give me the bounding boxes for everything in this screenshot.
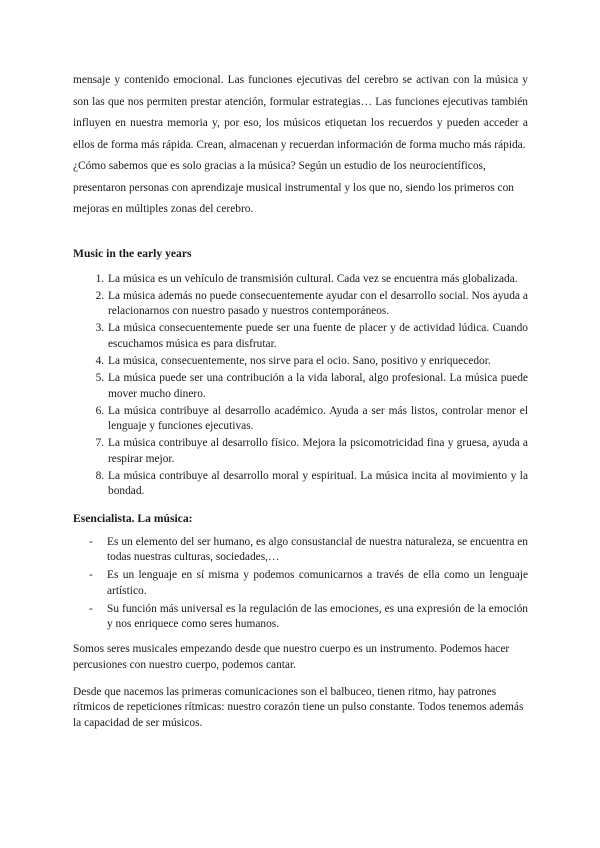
list-item: 2. La música además no puede consecuentemente ayudar con el desarrollo social. Nos ayuda a relacionarnos con nuestro pasado y nuestros contemporáneos. <box>107 289 528 320</box>
document-body <box>73 70 528 731</box>
list-item: 7. La música contribuye al desarrollo físico. Mejora la psicomotricidad fina y gruesa, ayuda a respirar mejor. <box>107 436 528 467</box>
list-item: 5. La música puede ser una contribución a la vida laboral, algo profesional. La música puede mover mucho dinero. <box>107 371 528 402</box>
intro-paragraph-1: mensaje y contenido emocional. Las funciones ejecutivas del cerebro se activan con la música y son las que nos permiten prestar atención, formular estrategias… Las funciones ejecutivas también influyen en nuestra memoria y, por eso, los músicos etiquetan los recuerdos y pueden acceder a ellos de forma más rápida. Crean, almacenan y recuerdan información de forma mucho más rápida. <box>73 74 528 151</box>
list-item: 6. La música contribuye al desarrollo académico. Ayuda a ser más listos, controlar menor el lenguaje y funciones ejecutivas. <box>107 404 528 435</box>
music-benefits-list <box>73 272 528 500</box>
list-item: 4. La música, consecuentemente, nos sirve para el ocio. Sano, positivo y enriquecedor. <box>107 354 528 369</box>
list-item: 1. La música es un vehículo de transmisión cultural. Cada vez se encuentra más globalizada. <box>107 272 528 287</box>
list-item: - Su función más universal es la regulación de las emociones, es una expresión de la emoción y nos enriquece como seres humanos. <box>107 602 528 633</box>
list-item: 8. La música contribuye al desarrollo moral y espiritual. La música incita al movimiento y la bondad. <box>107 469 528 500</box>
list-item: 3. La música consecuentemente puede ser una fuente de placer y de actividad lúdica. Cuando escuchamos música es para disfrutar. <box>107 321 528 352</box>
music-early-years-heading: Music in the early years <box>73 246 192 260</box>
esencialista-list <box>73 535 528 633</box>
esencialista-heading: Esencialista. La música: <box>73 511 193 525</box>
list-item: - Es un lenguaje en sí misma y podemos comunicarnos a través de ella como un lenguaje artístico. <box>107 568 528 599</box>
list-item: - Es un elemento del ser humano, es algo consustancial de nuestra naturaleza, se encuentra en todas nuestras culturas, sociedades,… <box>107 535 528 566</box>
intro-paragraph-2: ¿Cómo sabemos que es solo gracias a la música? Según un estudio de los neurocientíficos, presentaron personas con aprendizaje musical instrumental y los que no, siendo los primeros con mejoras en múltiples zonas del cerebro. <box>73 160 514 215</box>
closing-paragraph-1: Somos seres musicales empezando desde que nuestro cuerpo es un instrumento. Podemos hacer percusiones con nuestro cuerpo, podemos cantar. <box>73 643 510 671</box>
closing-paragraph-2: Desde que nacemos las primeras comunicaciones son el balbuceo, tienen ritmo, hay patrones rítmicos de repeticiones rítmicas: nuestro corazón tiene un pulso constante. Todos tenemos además la capacidad de ser músicos. <box>73 686 524 729</box>
